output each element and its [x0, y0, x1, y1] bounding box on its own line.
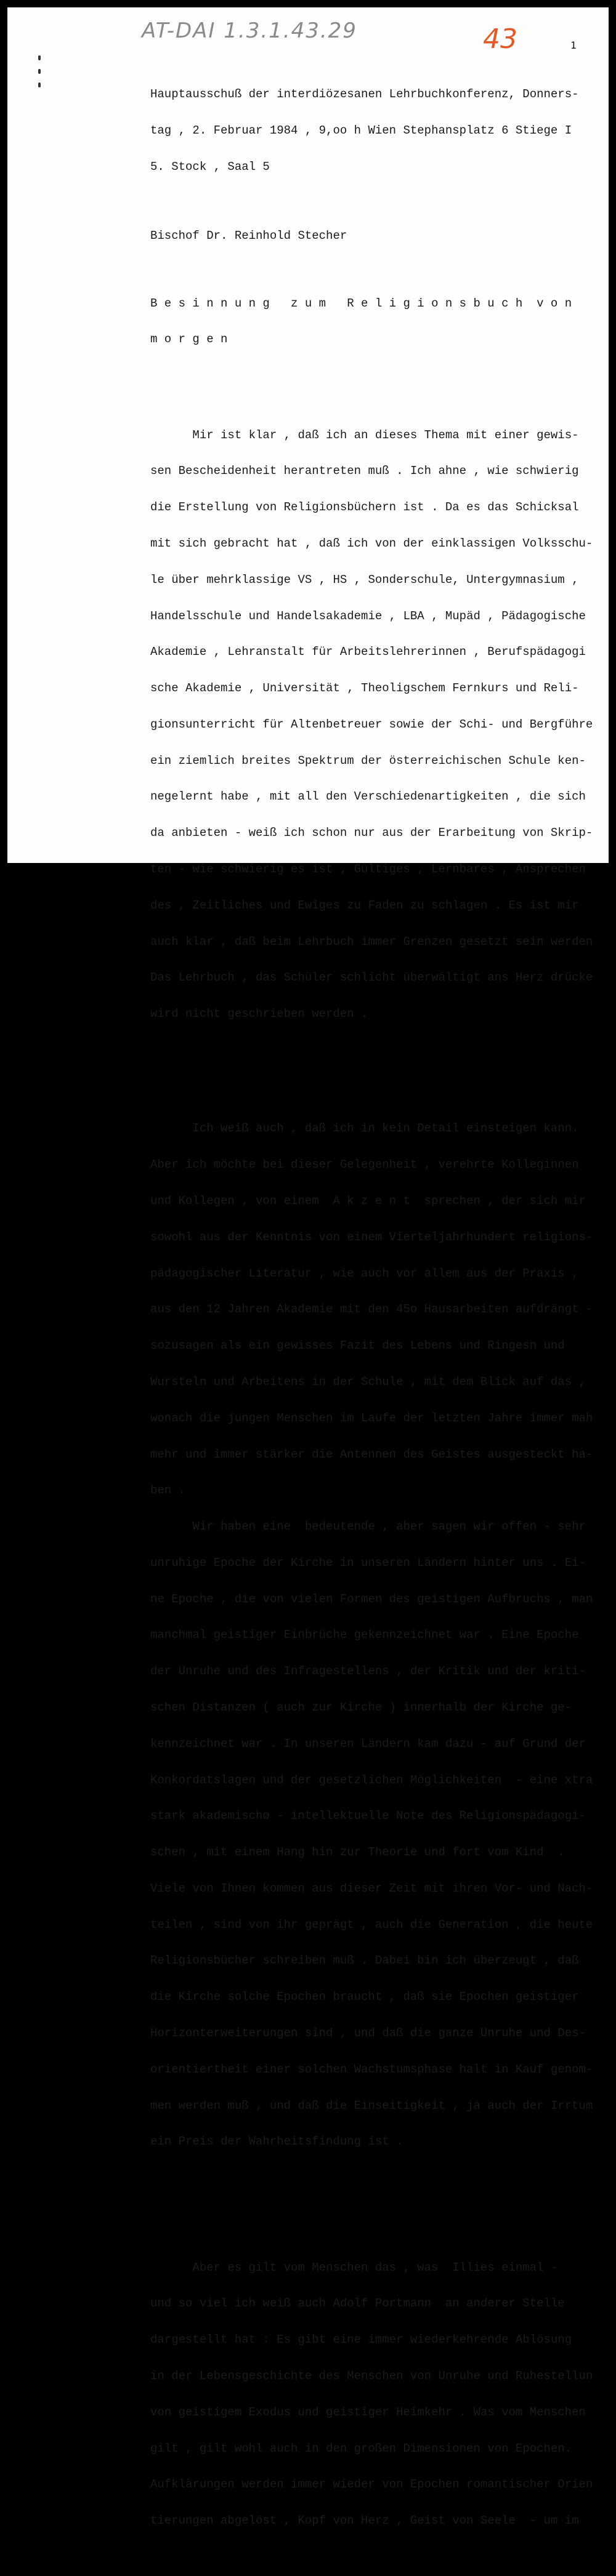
- text-line: negelernt habe , mit all den Verschiedenartigkeiten , die sich: [150, 790, 586, 804]
- text-line: teilen , sind von ihr geprägt , auch die Generation , die heute: [150, 1917, 593, 1932]
- text-line: tierungen abgelöst , Kopf von Herz , Geist von Seele - um im: [150, 2514, 579, 2528]
- text-line: ten - wie schwierig es ist , Gültiges , Lernbares , Ansprechen: [150, 862, 586, 876]
- text-line: mit sich gebracht hat , daß ich von der einklassigen Volksschu-: [150, 536, 593, 550]
- text-line: ein ziemlich breites Spektrum der österreichischen Schule ken-: [150, 753, 586, 768]
- archive-signature: AT-DAI 1.3.1.43.29: [142, 18, 357, 43]
- header-line: tag , 2. Februar 1984 , 9,oo h Wien Stephansplatz 6 Stiege I: [150, 123, 572, 137]
- text-line: auch klar , daß beim Lehrbuch immer Grenzen gesetzt sein werden: [150, 934, 593, 949]
- text-line: orientiertheit einer solchen Wachstumsphase halt in Kauf genom-: [150, 2062, 593, 2076]
- text-line: ein Preis der Wahrheitsfindung ist .: [150, 2135, 403, 2149]
- header-line: Hauptausschuß der interdiözesanen Lehrbuchkonferenz, Donners-: [150, 87, 579, 102]
- typed-text: [150, 65, 603, 2575]
- text-line: Akademie , Lehranstalt für Arbeitslehrerinnen , Berufspädagogi: [150, 645, 586, 659]
- text-line: Mir ist klar , daß ich an dieses Thema mit einer gewis-: [150, 428, 579, 442]
- page-number: 1: [570, 39, 577, 51]
- text-line: sche Akademie , Universität , Theoligschem Fernkurs und Reli-: [150, 681, 579, 696]
- margin-mark: [38, 55, 42, 98]
- text-line: gilt , gilt wohl auch in den großen Dimensionen von Epochen.: [150, 2441, 572, 2455]
- text-line: sen Bescheidenheit herantreten muß . Ich ahne , wie schwierig: [150, 464, 579, 478]
- text-line: sowohl aus der Kenntnis von einem Vierteljahrhundert religions-: [150, 1230, 593, 1244]
- text-line: die Kirche solche Epochen braucht , daß sie Epochen geistiger: [150, 1990, 579, 2004]
- text-line: Wursteln und Arbeitens in der Schule , mit dem Blick auf das ,: [150, 1374, 586, 1389]
- text-line: le über mehrklassige VS , HS , Sonderschule, Untergymnasium ,: [150, 572, 579, 587]
- text-line: Ich weiß auch , daß ich in kein Detail einsteigen kann.: [150, 1121, 579, 1136]
- text-line: wonach die jungen Menschen im Laufe der letzten Jahre immer mah: [150, 1411, 593, 1425]
- text-line: schen , mit einem Hang hin zur Theorie und fort vom Kind .: [150, 1845, 565, 1860]
- text-line: aus den 12 Jahren Akademie mit den 45o Hausarbeiten aufdrängt -: [150, 1302, 593, 1317]
- text-line: kennzeichnet war . In unseren Ländern kam dazu - auf Grund der: [150, 1736, 586, 1751]
- text-line: ne Epoche , die von vielen Formen des geistigen Aufbruchs , man: [150, 1592, 593, 1606]
- text-line: manchmal geistiger Einbrüche gekennzeichnet war . Eine Epoche: [150, 1628, 579, 1642]
- paragraph-1: [150, 405, 603, 1044]
- text-line: mehr und immer stärker die Antennen des Geistes ausgesteckt ha-: [150, 1447, 593, 1461]
- text-line: Handelsschule und Handelsakademie , LBA , Mupäd , Pädagogische: [150, 609, 586, 623]
- header-line: 5. Stock , Saal 5: [150, 159, 270, 174]
- speaker: Bischof Dr. Reinhold Stecher: [150, 228, 347, 243]
- text-line: sozusagen als ein gewisses Fazit des Lebens und Ringesn und: [150, 1339, 565, 1353]
- text-line: Aber ich möchte bei dieser Gelegenheit , verehrte Kolleginnen: [150, 1158, 579, 1172]
- paragraph-2: [150, 1099, 603, 2172]
- text-line: Konkordatslagen und der gesetzlichen Möglichkeiten - eine xtra: [150, 1773, 593, 1787]
- text-line: und so viel ich weiß auch Adolf Portmann an anderer Stelle: [150, 2297, 565, 2311]
- text-line: men werden muß , und daß die Einseitigkeit , ja auch der Irrtum: [150, 2098, 593, 2113]
- title-line: m o r g e n: [150, 332, 228, 347]
- text-line: des , Zeitliches und Ewiges zu Faden zu schlagen . Es ist mir: [150, 898, 579, 912]
- text-line: die Erstellung von Religionsbüchern ist . Da es das Schicksal: [150, 500, 579, 515]
- paragraph-3: [150, 2238, 603, 2551]
- text-line: wird nicht geschrieben werden .: [150, 1007, 368, 1021]
- text-line: pädagogischer Literatur , wie auch vor allem aus der Praxis ,: [150, 1266, 579, 1280]
- text-line: Wir haben eine bedeutende , aber sagen wir offen - sehr: [150, 1520, 586, 1534]
- text-line: schen Distanzen ( auch zur Kirche ) innerhalb der Kirche ge-: [150, 1700, 572, 1714]
- title-line: B e s i n n u n g z u m R e l i g i o n s b u c h v o n: [150, 296, 572, 310]
- text-line: dargestellt hat : Es gibt eine immer wiederkehrende Ablösung: [150, 2333, 572, 2347]
- text-line: Das Lehrbuch , das Schüler schlicht überwältigt ans Herz drücke: [150, 971, 593, 985]
- text-line: und Kollegen , von einem A k z e n t sprechen , der sich mir: [150, 1194, 586, 1208]
- document-page: [7, 7, 609, 2528]
- text-line: Religionsbücher schreiben muß . Dabei bin ich überzeugt , daß: [150, 1954, 579, 1968]
- text-line: gionsunterricht für Altenbetreuer sowie der Schi- und Bergführe: [150, 717, 593, 731]
- text-line: Viele von Ihnen kommen aus dieser Zeit mit ihren Vor- und Nach-: [150, 1881, 593, 1895]
- text-line: Aber es gilt vom Menschen das , was Illies einmal -: [150, 2260, 558, 2274]
- text-line: Horizonterweiterungen sind , und daß die ganze Unruhe und Des-: [150, 2026, 586, 2040]
- text-line: von geistigem Exodus und geistiger Heimkehr . Was vom Menschen: [150, 2405, 586, 2419]
- text-line: ben .: [150, 1483, 186, 1498]
- text-line: unruhige Epoche der Kirche in unseren Ländern hinter uns . Ei-: [150, 1555, 586, 1570]
- text-line: in der Lebensgeschichte des Menschen von Unruhe und Ruhestellun: [150, 2369, 593, 2383]
- text-line: da anbieten - weiß ich schon nur aus der Erarbeitung von Skrip-: [150, 826, 593, 840]
- text-line: stark akademischø - intellektuelle Note des Religionspädagogi-: [150, 1809, 586, 1823]
- folio-number: 43: [483, 23, 517, 55]
- text-line: Aufklärungen werden immer wieder von Epochen romantischer Orien: [150, 2478, 593, 2492]
- text-line: der Unruhe und des Infragestellens , der Kritik und der kriti-: [150, 1664, 586, 1679]
